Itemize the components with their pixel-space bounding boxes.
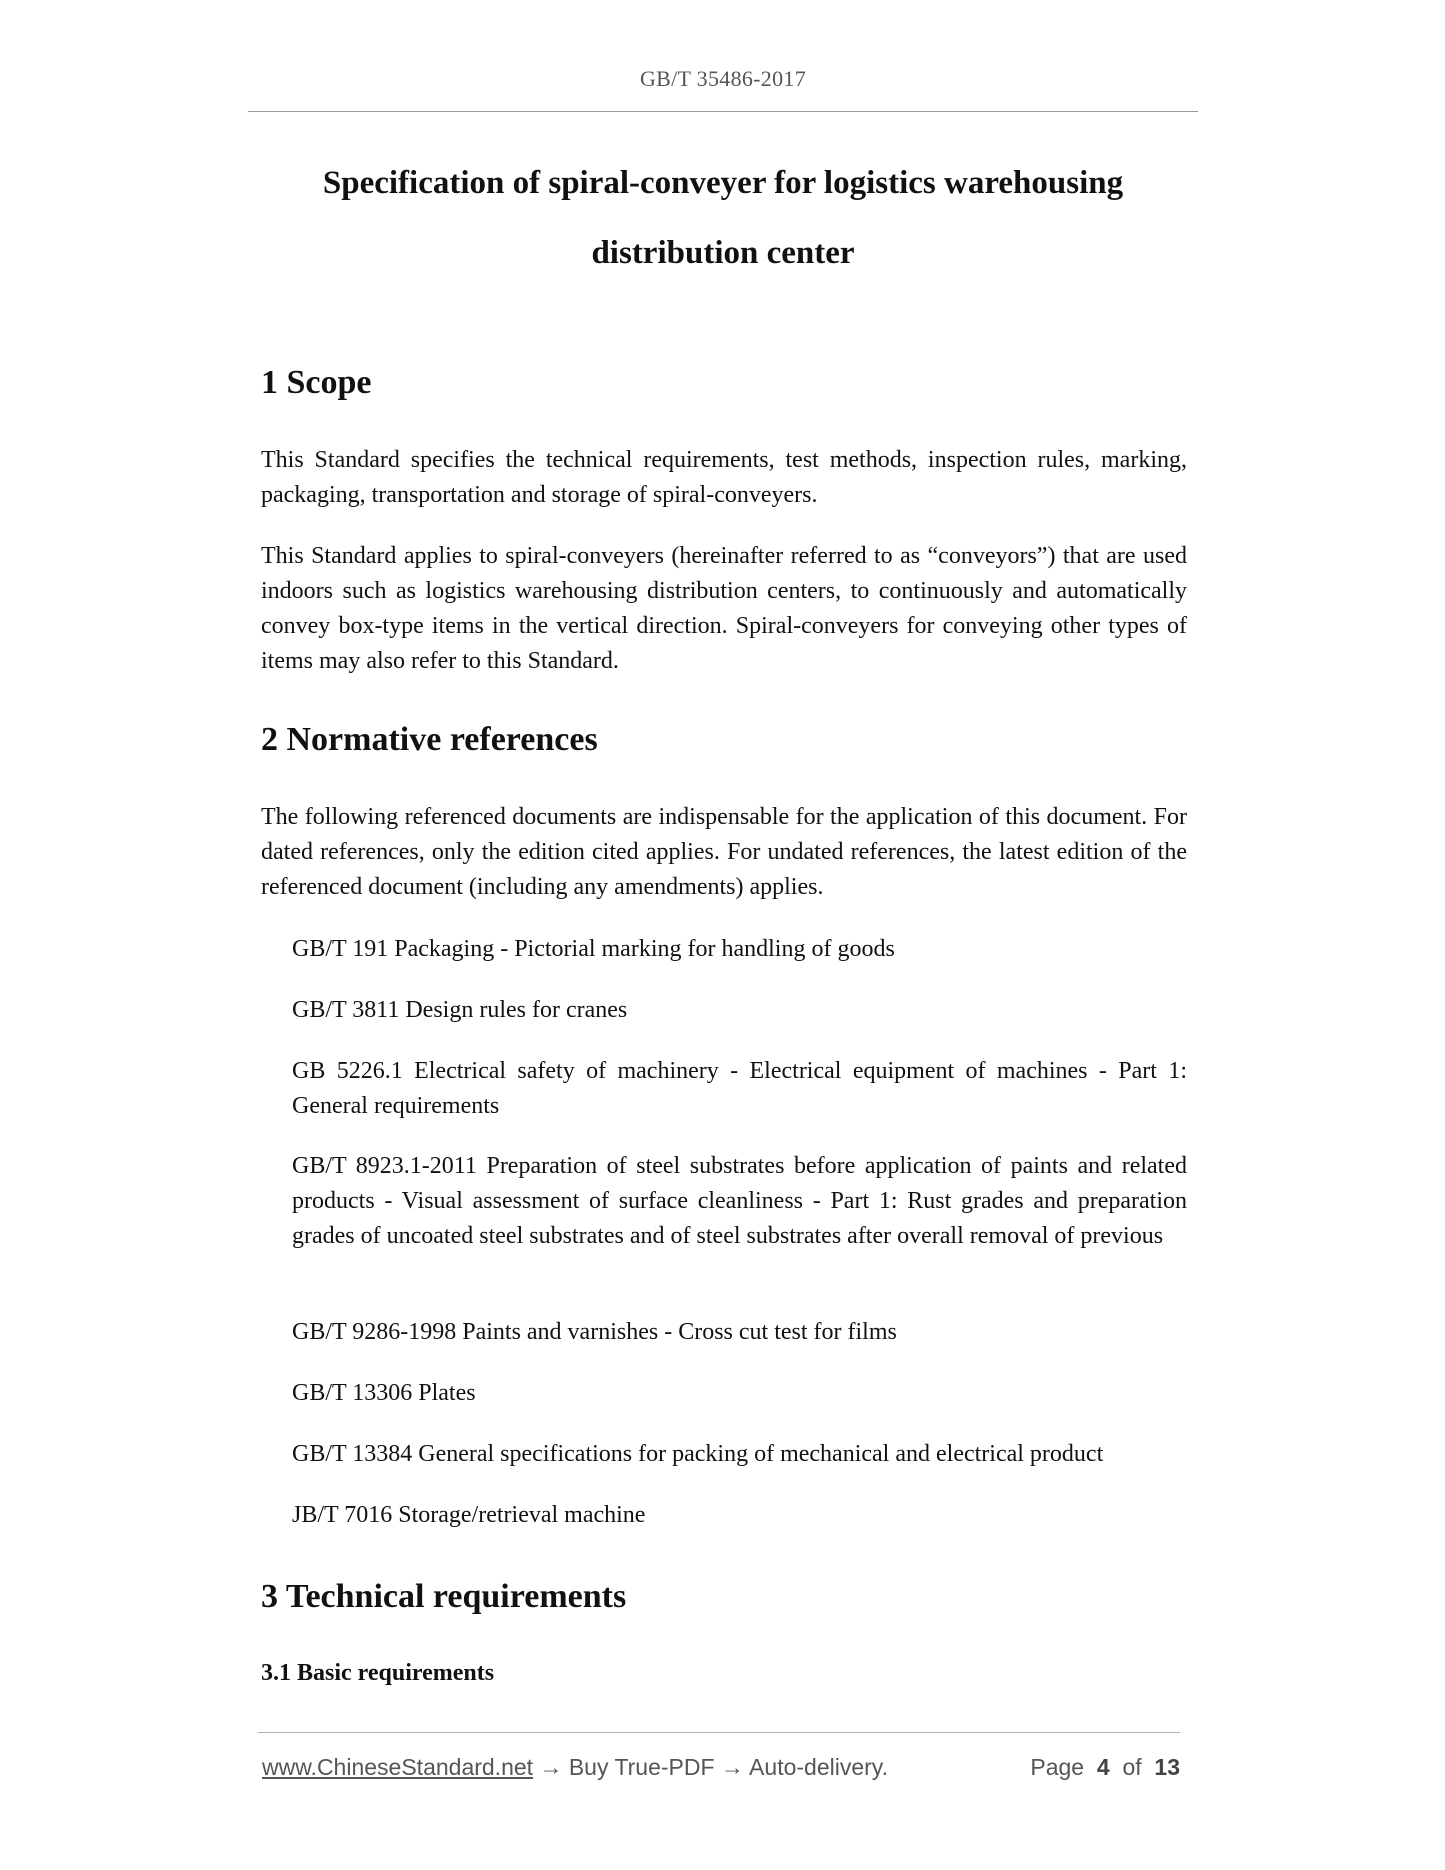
reference-item: GB/T 9286-1998 Paints and varnishes - Cross cut test for films <box>292 1319 897 1345</box>
reference-item: GB 5226.1 Electrical safety of machinery - Electrical equipment of machines - Part 1: General requirements <box>292 1058 1187 1119</box>
section-heading-normative-references: 2 Normative references <box>261 721 598 758</box>
section-heading-scope: 1 Scope <box>261 364 372 401</box>
reference-item: GB/T 13306 Plates <box>292 1380 476 1406</box>
page-total: 13 <box>1154 1754 1180 1780</box>
of-word: of <box>1122 1754 1142 1780</box>
references-intro-paragraph: The following referenced documents are indispensable for the application of this document. For dated references, only the edition cited applies. For undated references, the latest edition of the referenced document (including any amendments) applies. <box>261 804 1187 900</box>
header-divider <box>248 111 1198 112</box>
page-current: 4 <box>1096 1754 1110 1780</box>
page-number <box>1030 1752 1180 1782</box>
reference-item: JB/T 7016 Storage/retrieval machine <box>292 1502 646 1528</box>
section-heading-technical-requirements: 3 Technical requirements <box>261 1578 627 1615</box>
reference-item: GB/T 13384 General specifications for packing of mechanical and electrical product <box>292 1441 1104 1467</box>
reference-item: GB/T 191 Packaging - Pictorial marking for handling of goods <box>292 936 895 962</box>
footer-promo <box>262 1752 888 1782</box>
footer-divider <box>258 1732 1180 1733</box>
running-header: GB/T 35486-2017 <box>639 66 807 91</box>
page-word: Page <box>1030 1754 1085 1780</box>
reference-item: GB/T 8923.1-2011 Preparation of steel substrates before application of paints and related products - Visual assessment of surface cleanliness - Part 1: Rust grades and preparation grades of uncoated steel substrates and of steel substrates after overall removal of previous <box>292 1153 1187 1249</box>
scope-paragraph-1: This Standard specifies the technical requirements, test methods, inspection rules, marking, packaging, transportation and storage of spiral-conveyers. <box>261 447 1187 508</box>
subsection-heading-basic-requirements: 3.1 Basic requirements <box>261 1660 495 1686</box>
footer-promo-text: → Buy True-PDF → Auto-delivery. <box>533 1754 888 1780</box>
footer-site-link[interactable]: www.ChineseStandard.net <box>262 1754 534 1780</box>
document-title-line-1: Specification of spiral-conveyer for logistics warehousing <box>322 165 1124 201</box>
document-title-line-2: distribution center <box>591 235 855 271</box>
document-title <box>248 148 1198 288</box>
reference-item: GB/T 3811 Design rules for cranes <box>292 997 628 1023</box>
scope-paragraph-2: This Standard applies to spiral-conveyers (hereinafter referred to as “conveyors”) that are used indoors such as logistics warehousing distribution centers, to continuously and automatically convey box-type items in the vertical direction. Spiral-conveyers for conveying other types of items may also refer to this Standard. <box>261 543 1187 674</box>
